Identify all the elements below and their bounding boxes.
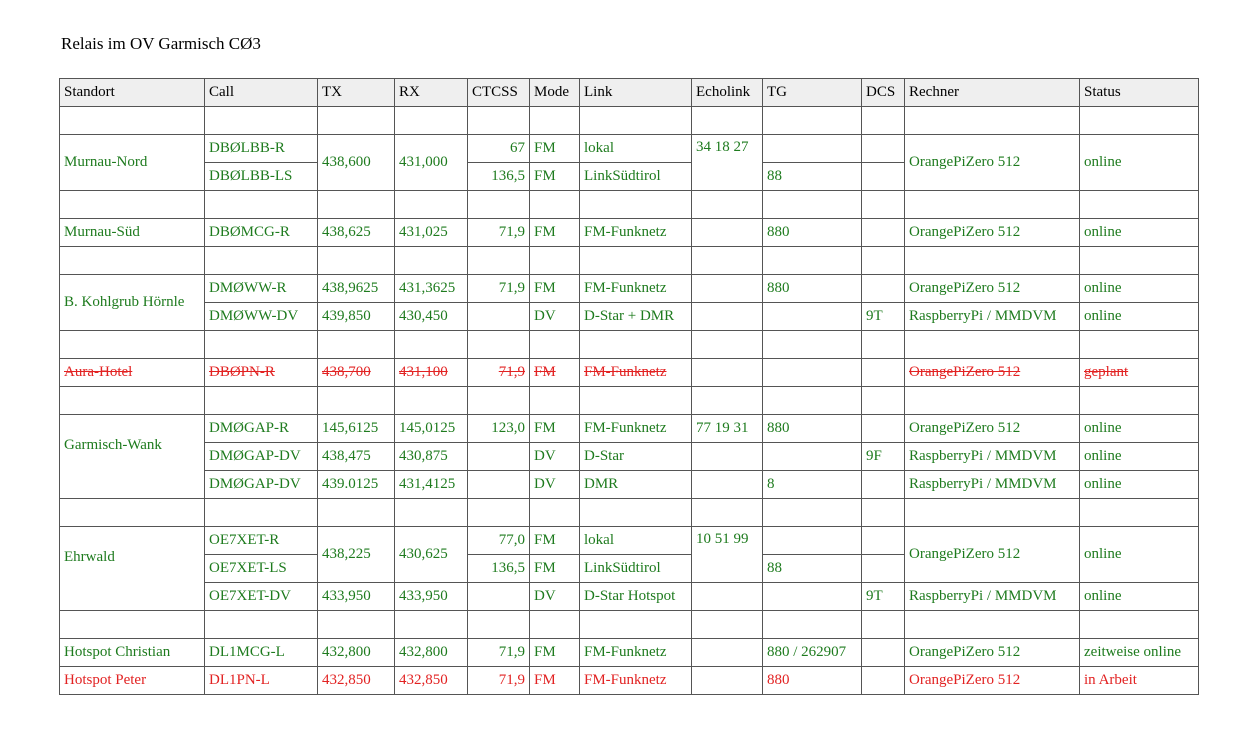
table-row xyxy=(60,471,1199,499)
cell-ctcss xyxy=(468,303,530,331)
cell-mode: FM xyxy=(530,639,580,667)
relais-table xyxy=(59,78,1199,695)
cell-dcs: 9F xyxy=(862,443,905,471)
cell-mode: FM xyxy=(530,219,580,247)
table-row xyxy=(60,135,1199,163)
cell-call: OE7XET-DV xyxy=(205,583,318,611)
cell-tx: 439,850 xyxy=(318,303,395,331)
cell-mode: DV xyxy=(530,443,580,471)
cell-dcs: 9T xyxy=(862,303,905,331)
cell-mode: FM xyxy=(530,275,580,303)
cell-tx xyxy=(318,359,395,387)
cell-mode: FM xyxy=(530,415,580,443)
cell-rechner: OrangePiZero 512 xyxy=(905,639,1080,667)
table-row xyxy=(60,527,1199,555)
cell-ctcss: 123,0 xyxy=(468,415,530,443)
cell-rechner: RaspberryPi / MMDVM xyxy=(905,303,1080,331)
cell-tx: 438,225 xyxy=(318,527,395,583)
cell-tx: 438,475 xyxy=(318,443,395,471)
cell-rechner: RaspberryPi / MMDVM xyxy=(905,471,1080,499)
cell-status xyxy=(1080,359,1199,387)
table-row xyxy=(60,275,1199,303)
cell-dcs xyxy=(862,163,905,191)
cell-rx xyxy=(395,359,468,387)
col-header-echolink: Echolink xyxy=(692,79,763,107)
cell-ctcss: 71,9 xyxy=(468,275,530,303)
cell-tx: 432,850 xyxy=(318,667,395,695)
cell-standort: Garmisch-Wank xyxy=(60,415,205,499)
cell-rx-text: 431,100 xyxy=(399,364,448,380)
cell-tg xyxy=(763,359,862,387)
cell-echolink xyxy=(692,583,763,611)
cell-call: DMØGAP-DV xyxy=(205,471,318,499)
table-row xyxy=(60,415,1199,443)
cell-ctcss xyxy=(468,443,530,471)
cell-dcs xyxy=(862,639,905,667)
cell-status: online xyxy=(1080,443,1199,471)
cell-ctcss xyxy=(468,359,530,387)
cell-tg: 88 xyxy=(763,163,862,191)
cell-status: online xyxy=(1080,219,1199,247)
cell-echolink xyxy=(692,219,763,247)
cell-rx: 432,800 xyxy=(395,639,468,667)
cell-dcs xyxy=(862,555,905,583)
cell-status: zeitweise online xyxy=(1080,639,1199,667)
cell-standort: Hotspot Peter xyxy=(60,667,205,695)
cell-ctcss: 77,0 xyxy=(468,527,530,555)
cell-rx: 431,4125 xyxy=(395,471,468,499)
cell-call: DMØGAP-R xyxy=(205,415,318,443)
cell-mode: DV xyxy=(530,583,580,611)
cell-link: D-Star xyxy=(580,443,692,471)
cell-echolink xyxy=(692,303,763,331)
cell-tg: 880 xyxy=(763,667,862,695)
cell-rx: 430,625 xyxy=(395,527,468,583)
cell-echolink: 77 19 31 xyxy=(692,415,763,443)
cell-rechner xyxy=(905,359,1080,387)
col-header-rechner: Rechner xyxy=(905,79,1080,107)
cell-rechner: OrangePiZero 512 xyxy=(905,667,1080,695)
col-header-status: Status xyxy=(1080,79,1199,107)
cell-dcs xyxy=(862,471,905,499)
cell-rechner: OrangePiZero 512 xyxy=(905,275,1080,303)
cell-mode: FM xyxy=(530,163,580,191)
cell-link: FM-Funknetz xyxy=(580,275,692,303)
cell-echolink: 10 51 99 xyxy=(692,527,763,583)
cell-mode: FM xyxy=(530,135,580,163)
cell-tg xyxy=(763,303,862,331)
spacer-row xyxy=(60,611,1199,639)
cell-tx: 439.0125 xyxy=(318,471,395,499)
cell-echolink xyxy=(692,359,763,387)
cell-echolink: 34 18 27 xyxy=(692,135,763,191)
cell-mode-text: FM xyxy=(534,364,556,380)
cell-dcs xyxy=(862,275,905,303)
cell-status: online xyxy=(1080,583,1199,611)
col-header-tg: TG xyxy=(763,79,862,107)
cell-ctcss: 67 xyxy=(468,135,530,163)
table-row xyxy=(60,667,1199,695)
cell-link xyxy=(580,359,692,387)
cell-link: FM-Funknetz xyxy=(580,667,692,695)
col-header-rx: RX xyxy=(395,79,468,107)
cell-tg xyxy=(763,135,862,163)
col-header-standort: Standort xyxy=(60,79,205,107)
col-header-dcs: DCS xyxy=(862,79,905,107)
cell-ctcss: 136,5 xyxy=(468,555,530,583)
cell-ctcss: 71,9 xyxy=(468,667,530,695)
cell-ctcss xyxy=(468,583,530,611)
col-header-link: Link xyxy=(580,79,692,107)
cell-call xyxy=(205,359,318,387)
cell-standort xyxy=(60,359,205,387)
cell-rx: 432,850 xyxy=(395,667,468,695)
cell-call: DL1MCG-L xyxy=(205,639,318,667)
cell-tg: 880 xyxy=(763,415,862,443)
cell-echolink xyxy=(692,275,763,303)
cell-mode: DV xyxy=(530,303,580,331)
cell-status-text: geplant xyxy=(1084,364,1129,380)
cell-link: LinkSüdtirol xyxy=(580,163,692,191)
cell-status: online xyxy=(1080,303,1199,331)
cell-status: in Arbeit xyxy=(1080,667,1199,695)
cell-rechner: RaspberryPi / MMDVM xyxy=(905,443,1080,471)
cell-rx: 431,000 xyxy=(395,135,468,191)
col-header-call: Call xyxy=(205,79,318,107)
cell-echolink xyxy=(692,667,763,695)
cell-call: DBØMCG-R xyxy=(205,219,318,247)
cell-standort: Murnau-Nord xyxy=(60,135,205,191)
cell-link-text: FM-Funknetz xyxy=(584,364,667,380)
cell-echolink xyxy=(692,471,763,499)
cell-dcs xyxy=(862,135,905,163)
cell-rx: 431,3625 xyxy=(395,275,468,303)
table-row xyxy=(60,443,1199,471)
cell-link: D-Star Hotspot xyxy=(580,583,692,611)
cell-link: LinkSüdtirol xyxy=(580,555,692,583)
cell-standort: Murnau-Süd xyxy=(60,219,205,247)
cell-tx: 432,800 xyxy=(318,639,395,667)
cell-echolink xyxy=(692,639,763,667)
page-title: Relais im OV Garmisch CØ3 xyxy=(61,34,261,53)
cell-call: OE7XET-LS xyxy=(205,555,318,583)
cell-mode xyxy=(530,359,580,387)
cell-rx: 430,450 xyxy=(395,303,468,331)
spacer-row xyxy=(60,191,1199,219)
cell-rechner: OrangePiZero 512 xyxy=(905,527,1080,583)
cell-dcs xyxy=(862,667,905,695)
cell-tg: 880 xyxy=(763,219,862,247)
cell-tg: 880 xyxy=(763,275,862,303)
cell-status: online xyxy=(1080,415,1199,443)
cell-tg: 8 xyxy=(763,471,862,499)
cell-dcs xyxy=(862,527,905,555)
cell-rechner: OrangePiZero 512 xyxy=(905,135,1080,191)
cell-rechner: OrangePiZero 512 xyxy=(905,219,1080,247)
table-row xyxy=(60,583,1199,611)
cell-status: online xyxy=(1080,527,1199,583)
cell-tx: 433,950 xyxy=(318,583,395,611)
cell-tg xyxy=(763,443,862,471)
cell-tx: 438,600 xyxy=(318,135,395,191)
cell-rx: 431,025 xyxy=(395,219,468,247)
cell-tg xyxy=(763,583,862,611)
cell-mode: FM xyxy=(530,527,580,555)
cell-link: FM-Funknetz xyxy=(580,219,692,247)
cell-call: DMØWW-R xyxy=(205,275,318,303)
cell-rechner: OrangePiZero 512 xyxy=(905,415,1080,443)
cell-link: lokal xyxy=(580,135,692,163)
table-row xyxy=(60,639,1199,667)
cell-call: OE7XET-R xyxy=(205,527,318,555)
cell-mode: DV xyxy=(530,471,580,499)
cell-link: lokal xyxy=(580,527,692,555)
table-row xyxy=(60,303,1199,331)
cell-status: online xyxy=(1080,275,1199,303)
cell-call: DL1PN-L xyxy=(205,667,318,695)
col-header-ctcss: CTCSS xyxy=(468,79,530,107)
cell-call-text: DBØPN-R xyxy=(209,364,275,380)
cell-ctcss: 71,9 xyxy=(468,639,530,667)
spacer-row xyxy=(60,331,1199,359)
spacer-row xyxy=(60,387,1199,415)
cell-ctcss: 136,5 xyxy=(468,163,530,191)
cell-call: DMØGAP-DV xyxy=(205,443,318,471)
cell-tg: 880 / 262907 xyxy=(763,639,862,667)
cell-call: DBØLBB-R xyxy=(205,135,318,163)
cell-rx: 145,0125 xyxy=(395,415,468,443)
cell-standort: B. Kohlgrub Hörnle xyxy=(60,275,205,331)
cell-tx: 438,625 xyxy=(318,219,395,247)
cell-link: DMR xyxy=(580,471,692,499)
cell-status: online xyxy=(1080,135,1199,191)
cell-tx: 438,9625 xyxy=(318,275,395,303)
cell-rechner-text: OrangePiZero 512 xyxy=(909,364,1021,380)
cell-standort: Hotspot Christian xyxy=(60,639,205,667)
cell-dcs: 9T xyxy=(862,583,905,611)
cell-call: DMØWW-DV xyxy=(205,303,318,331)
cell-dcs xyxy=(862,219,905,247)
cell-rx: 430,875 xyxy=(395,443,468,471)
cell-dcs xyxy=(862,359,905,387)
cell-link: FM-Funknetz xyxy=(580,639,692,667)
table-header-row xyxy=(60,79,1199,107)
cell-rechner: RaspberryPi / MMDVM xyxy=(905,583,1080,611)
col-header-mode: Mode xyxy=(530,79,580,107)
cell-call: DBØLBB-LS xyxy=(205,163,318,191)
cell-ctcss: 71,9 xyxy=(468,219,530,247)
cell-tx: 145,6125 xyxy=(318,415,395,443)
cell-ctcss-text: 71,9 xyxy=(498,364,525,380)
cell-dcs xyxy=(862,415,905,443)
spacer-row xyxy=(60,247,1199,275)
cell-status: online xyxy=(1080,471,1199,499)
cell-tg: 88 xyxy=(763,555,862,583)
cell-echolink xyxy=(692,443,763,471)
cell-mode: FM xyxy=(530,667,580,695)
cell-standort: Ehrwald xyxy=(60,527,205,611)
cell-standort-text: Aura-Hotel xyxy=(64,364,133,380)
table-row xyxy=(60,219,1199,247)
cell-rx: 433,950 xyxy=(395,583,468,611)
cell-tx-text: 438,700 xyxy=(322,364,371,380)
col-header-tx: TX xyxy=(318,79,395,107)
spacer-row xyxy=(60,107,1199,135)
cell-link: D-Star + DMR xyxy=(580,303,692,331)
cell-link: FM-Funknetz xyxy=(580,415,692,443)
cell-ctcss xyxy=(468,471,530,499)
cell-tg xyxy=(763,527,862,555)
cell-mode: FM xyxy=(530,555,580,583)
spacer-row xyxy=(60,499,1199,527)
table-row xyxy=(60,359,1199,387)
